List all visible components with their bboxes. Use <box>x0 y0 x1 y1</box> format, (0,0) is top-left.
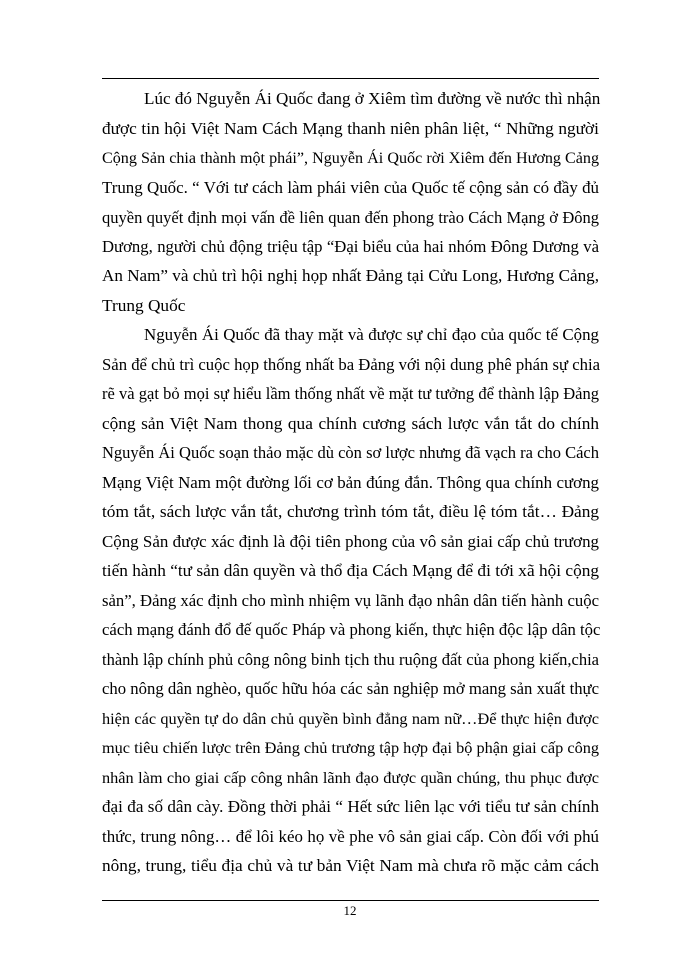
text-line: quyền quyết định mọi vấn đề liên quan đến phong trào Cách Mạng ở Đông <box>102 208 599 227</box>
text-line: cho nông dân nghèo, quốc hữu hóa các sản nghiệp mở mang sản xuất thực <box>102 679 599 698</box>
text-line: Nguyễn Ái Quốc soạn thảo mặc dù còn sơ lược nhưng đã vạch ra cho Cách <box>102 443 599 462</box>
text-line: sản”, Đảng xác định cho mình nhiệm vụ lãnh đạo nhân dân tiến hành cuộc <box>102 591 599 610</box>
text-line: tiến hành “tư sản dân quyền và thổ địa Cách Mạng để đi tới xã hội cộng <box>102 561 599 580</box>
text-line: nông, trung, tiểu địa chủ và tư bản Việt Nam mà chưa rõ mặc cảm cách <box>102 856 599 875</box>
text-line: Trung Quốc. “ Với tư cách làm phái viên của Quốc tế cộng sản có đầy đủ <box>102 178 599 197</box>
text-line: được tin hội Việt Nam Cách Mạng thanh niên phân liệt, “ Những người <box>102 119 599 138</box>
text-line: mục tiêu chiến lược trên Đảng chủ trương tập hợp đại bộ phận giai cấp công <box>102 738 599 757</box>
text-line: tóm tắt, sách lược vắn tắt, chương trình tóm tắt, điều lệ tóm tắt… Đảng <box>102 502 599 521</box>
text-line: Dương, người chủ động triệu tập “Đại biểu của hai nhóm Đông Dương và <box>102 237 599 256</box>
text-line: cộng sản Việt Nam thong qua chính cương sách lược vắn tắt do chính <box>102 414 599 433</box>
text-line: cách mạng đánh đổ đế quốc Pháp và phong kiến, thực hiện độc lập dân tộc <box>102 620 601 639</box>
page-number: 12 <box>343 903 357 918</box>
text-line: An Nam” và chủ trì hội nghị họp nhất Đảng tại Cửu Long, Hương Cảng, <box>102 266 599 285</box>
text-line: đại đa số dân cày. Đồng thời phải “ Hết sức liên lạc với tiểu tư sản chính <box>102 797 599 816</box>
text-line: nhân làm cho giai cấp công nhân lãnh đạo được quần chúng, thu phục được <box>102 768 599 787</box>
header-rule <box>102 78 599 79</box>
text-line: Nguyễn Ái Quốc đã thay mặt và được sự chỉ đạo của quốc tế Cộng <box>144 325 599 344</box>
text-line: thành lập chính phủ công nông binh tịch thu ruộng đất của phong kiến,chia <box>102 650 599 669</box>
text-line: thức, trung nông… để lôi kéo họ về phe vô sản giai cấp. Còn đối với phú <box>102 827 599 846</box>
text-line: rẽ và gạt bỏ mọi sự hiểu lầm thống nhất về mặt tư tưởng để thành lập Đảng <box>102 384 599 403</box>
text-line: Trung Quốc <box>102 296 186 315</box>
text-line: Mạng Việt Nam một đường lối cơ bản đúng đắn. Thông qua chính cương <box>102 473 599 492</box>
text-line: hiện các quyền tự do dân chủ quyền bình đẳng nam nữ…Để thực hiện được <box>102 709 599 728</box>
text-line: Cộng Sản chia thành một phái”, Nguyễn Ái Quốc rời Xiêm đến Hương Cảng <box>102 150 599 167</box>
text-line: Sản để chủ trì cuộc họp thống nhất ba Đảng với nội dung phê phán sự chia <box>102 355 600 374</box>
footer-rule <box>102 900 599 901</box>
text-line: Lúc đó Nguyễn Ái Quốc đang ở Xiêm tìm đường về nước thì nhận <box>144 89 601 108</box>
text-line: Cộng Sản được xác định là đội tiên phong của vô sản giai cấp chủ trương <box>102 532 599 551</box>
